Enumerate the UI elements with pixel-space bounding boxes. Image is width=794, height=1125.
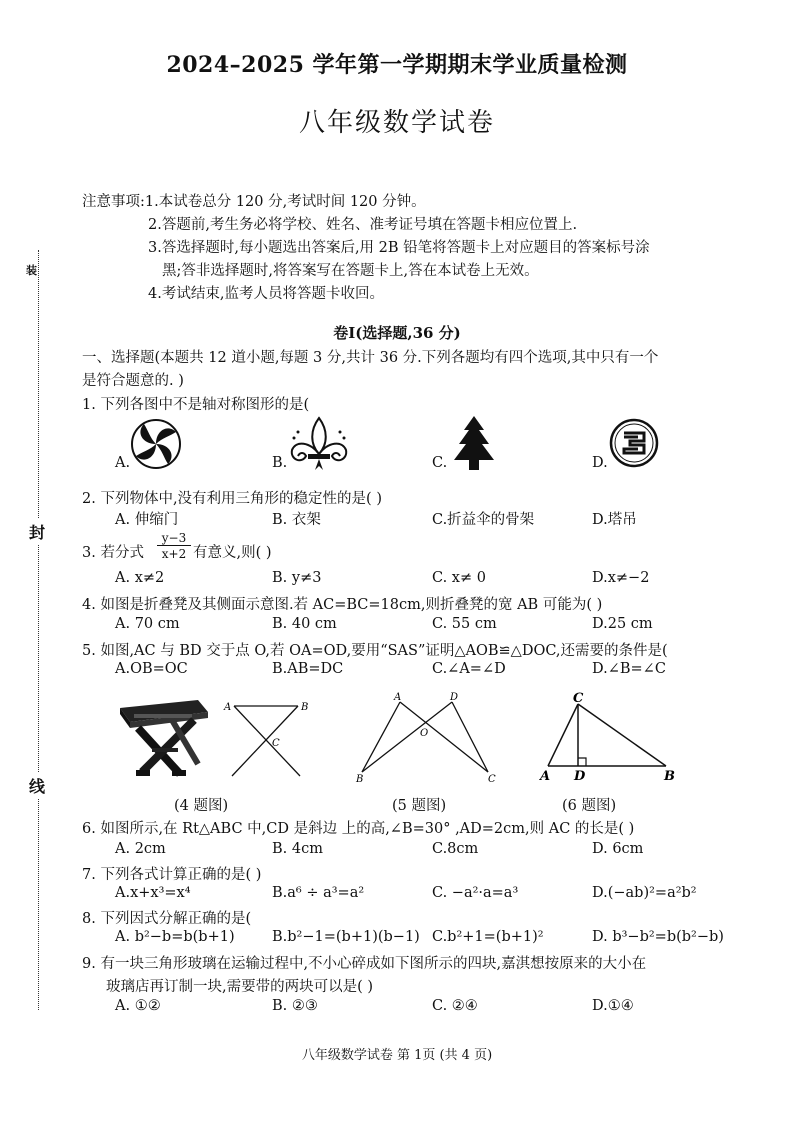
q6-opt-d: D. 6cm xyxy=(592,841,644,857)
fig5-label-d: D xyxy=(450,692,459,703)
side-char-mid: 封 xyxy=(29,518,45,545)
q4-stem: 4. 如图是折叠凳及其侧面示意图.若 AC=BC=18cm,则折叠凳的宽 AB 可能为( ) xyxy=(82,597,603,613)
q7-opt-c: C. −a²·a=a³ xyxy=(432,885,519,901)
q1-figure-d-coin xyxy=(608,416,660,470)
q8-opt-c: C.b²+1=(b+1)² xyxy=(432,929,544,945)
fig5-triangles xyxy=(352,690,502,786)
q3-opt-d: D.x≠−2 xyxy=(592,570,650,586)
q1-opt-b: B. xyxy=(272,455,288,471)
q4-opt-d: D.25 cm xyxy=(592,616,653,632)
fig4-label-c: C xyxy=(272,738,280,749)
q9-opt-b: B. ②③ xyxy=(272,998,318,1014)
section-intro-2: 是符合题意的. ) xyxy=(82,373,184,389)
fig5-label-a: A xyxy=(394,692,402,703)
q3-stem-pre: 3. 若分式 xyxy=(82,545,144,561)
q7-opt-d: D.(−ab)²=a²b² xyxy=(592,885,697,901)
side-char-bot: 线 xyxy=(29,772,45,799)
q2-opt-d: D.塔吊 xyxy=(592,512,637,528)
fig6-label-b: B xyxy=(664,769,675,784)
fig5-label-b: B xyxy=(356,774,364,785)
q2-opt-b: B. 衣架 xyxy=(272,512,321,528)
fig4-side-sketch xyxy=(222,696,322,786)
note-2: 2.答题前,考生务必将学校、姓名、准考证号填在答题卡相应位置上. xyxy=(148,217,578,233)
q9-opt-c: C. ②④ xyxy=(432,998,478,1014)
fig4-label-b: B xyxy=(301,702,309,713)
q4-opt-b: B. 40 cm xyxy=(272,616,337,632)
fig6-label-a: A xyxy=(540,769,551,784)
q5-opt-b: B.AB=DC xyxy=(272,661,344,677)
q3-opt-b: B. y≠3 xyxy=(272,570,322,586)
note-3: 3.答选择题时,每小题选出答案后,用 2B 铅笔将答题卡上对应题目的答案标号涂 xyxy=(148,240,650,256)
q1-figure-c-tree xyxy=(450,414,498,472)
q5-opt-c: C.∠A=∠D xyxy=(432,661,506,677)
q2-opt-a: A. 伸缩门 xyxy=(115,512,179,528)
q5-stem: 5. 如图,AC 与 BD 交于点 O,若 OA=OD,要用“SAS”证明△AOB≌△DOC,还需要的条件是( xyxy=(82,643,668,659)
q2-opt-c: C.折益伞的骨架 xyxy=(432,512,535,528)
fig4-folding-stool-photo xyxy=(112,694,212,780)
note-3-cont: 黑;答非选择题时,将答案写在答题卡上,答在本试卷上无效。 xyxy=(162,263,539,279)
fig6-right-triangle xyxy=(536,690,686,786)
exam-title: 2024–2025 学年第一学期期末学业质量检测 xyxy=(166,52,628,78)
q6-opt-b: B. 4cm xyxy=(272,841,323,857)
q9-stem-1: 9. 有一块三角形玻璃在运输过程中,不小心碎成如下图所示的四块,嘉淇想按原来的大小在 xyxy=(82,956,647,972)
fig4-caption: (4 题图) xyxy=(174,798,229,814)
fig4-label-a: A xyxy=(224,702,232,713)
q1-figure-b-fleur xyxy=(288,414,350,474)
q4-opt-a: A. 70 cm xyxy=(115,616,180,632)
fig6-caption: (6 题图) xyxy=(562,798,617,814)
q6-opt-c: C.8cm xyxy=(432,841,479,857)
binding-line xyxy=(38,250,39,1010)
fig6-label-c: C xyxy=(573,691,584,706)
q3-opt-a: A. x≠2 xyxy=(115,570,165,586)
section-title: 卷Ⅰ(选择题,36 分) xyxy=(333,324,461,342)
q9-opt-d: D.①④ xyxy=(592,998,634,1014)
q5-opt-a: A.OB=OC xyxy=(115,661,188,677)
fig5-label-c: C xyxy=(488,774,496,785)
exam-subtitle: 八年级数学试卷 xyxy=(298,108,495,138)
q1-stem: 1. 下列各图中不是轴对称图形的是( xyxy=(82,397,310,413)
q1-figure-a-pinwheel xyxy=(130,418,182,470)
q4-opt-c: C. 55 cm xyxy=(432,616,497,632)
q6-opt-a: A. 2cm xyxy=(115,841,166,857)
side-char-top: 装 xyxy=(26,264,37,277)
note-1: 注意事项:1.本试卷总分 120 分,考试时间 120 分钟。 xyxy=(82,194,426,210)
q1-opt-c: C. xyxy=(432,455,448,471)
fig6-label-d: D xyxy=(574,769,586,784)
q7-opt-a: A.x+x³=x⁴ xyxy=(115,885,191,901)
q3-fraction-numerator: y−3 xyxy=(157,531,191,546)
q3-opt-c: C. x≠ 0 xyxy=(432,570,486,586)
q8-opt-a: A. b²−b=b(b+1) xyxy=(115,929,235,945)
note-4: 4.考试结束,监考人员将答题卡收回。 xyxy=(148,286,384,302)
fig5-label-o: O xyxy=(420,728,429,739)
q3-fraction-denominator: x+2 xyxy=(161,547,187,561)
q8-opt-b: B.b²−1=(b+1)(b−1) xyxy=(272,929,420,945)
q9-stem-2: 玻璃店再订制一块,需要带的两块可以是( ) xyxy=(106,979,374,995)
section-intro-1: 一、选择题(本题共 12 道小题,每题 3 分,共计 36 分.下列各题均有四个选项,其中只有一个 xyxy=(82,350,659,366)
q1-opt-a: A. xyxy=(115,455,131,471)
q5-opt-d: D.∠B=∠C xyxy=(592,661,666,677)
q7-opt-b: B.a⁶ ÷ a³=a² xyxy=(272,885,365,901)
q6-stem: 6. 如图所示,在 Rt△ABC 中,CD 是斜边 上的高,∠B=30° ,AD=2cm,则 AC 的长是( ) xyxy=(82,821,635,837)
q9-opt-a: A. ①② xyxy=(115,998,161,1014)
q8-opt-d: D. b³−b²=b(b²−b) xyxy=(592,929,724,945)
q2-stem: 2. 下列物体中,没有利用三角形的稳定性的是( ) xyxy=(82,491,382,507)
page-footer: 八年级数学试卷 第 1页 (共 4 页) xyxy=(301,1048,493,1063)
q3-stem-post: 有意义,则( ) xyxy=(193,545,272,561)
fig5-caption: (5 题图) xyxy=(392,798,447,814)
q7-stem: 7. 下列各式计算正确的是( ) xyxy=(82,867,262,883)
q8-stem: 8. 下列因式分解正确的是( xyxy=(82,911,252,927)
q1-opt-d: D. xyxy=(592,455,608,471)
